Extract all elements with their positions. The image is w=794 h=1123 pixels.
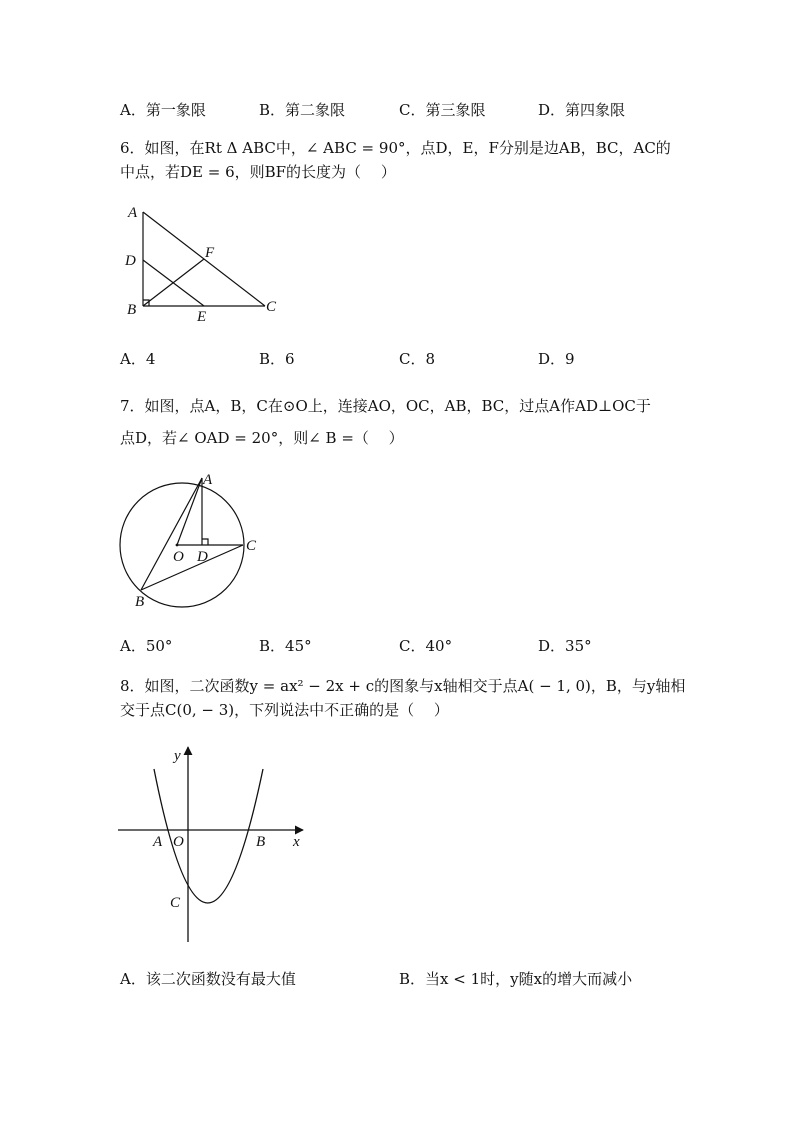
q7-circle-figure (112, 468, 272, 613)
q7-label-a: A (203, 472, 213, 488)
q7-option-c: C．40° (399, 637, 453, 655)
q6-label-a: A (128, 205, 138, 221)
q8-label-y: y (174, 748, 181, 764)
q6-stem-line1: 6．如图，在Rt Δ ABC中，∠ ABC = 90°，点D，E，F分别是边AB，BC，AC的 (120, 139, 671, 157)
q7-option-d: D．35° (538, 637, 592, 655)
q6-option-d: D．9 (538, 350, 575, 368)
q6-option-c: C．8 (399, 350, 436, 368)
q6-option-a: A．4 (120, 350, 156, 368)
q7-label-d: D (197, 549, 208, 565)
q5-option-c: C．第三象限 (399, 101, 486, 119)
q6-label-e: E (197, 309, 207, 325)
q7-label-c: C (246, 538, 257, 554)
q6-triangle-figure (118, 200, 298, 325)
q7-stem-line1: 7．如图，点A，B，C在⊙O上，连接AO，OC，AB，BC，过点A作AD⊥OC于 (120, 397, 651, 415)
q8-label-x: x (293, 834, 300, 850)
q8-label-a: A (153, 834, 163, 850)
q6-option-b: B．6 (259, 350, 295, 368)
q8-label-b: B (256, 834, 266, 850)
q6-stem-line2: 中点，若DE = 6，则BF的长度为（ ） (120, 163, 396, 181)
q8-stem-line1: 8．如图，二次函数y = ax² − 2x + c的图象与x轴相交于点A( − 1, 0)，B，与y轴相 (120, 677, 686, 695)
q6-label-f: F (205, 245, 215, 261)
q8-stem-line2: 交于点C(0, − 3)，下列说法中不正确的是（ ） (120, 701, 449, 719)
q8-label-c: C (170, 895, 181, 911)
q6-label-d: D (125, 253, 136, 269)
q5-option-d: D．第四象限 (538, 101, 626, 119)
q6-label-b: B (127, 302, 137, 318)
q7-option-b: B．45° (259, 637, 312, 655)
q8-parabola-figure (110, 740, 310, 950)
q5-option-a: A．第一象限 (120, 101, 206, 119)
q7-option-a: A．50° (120, 637, 173, 655)
q8-label-o: O (173, 834, 184, 850)
q6-label-c: C (266, 299, 277, 315)
q8-option-b: B．当x < 1时，y随x的增大而减小 (399, 970, 633, 988)
q7-stem-line2: 点D，若∠ OAD = 20°，则∠ B =（ ） (120, 429, 404, 447)
q7-label-o: O (173, 549, 184, 565)
q5-option-b: B．第二象限 (259, 101, 346, 119)
q8-option-a: A．该二次函数没有最大值 (120, 970, 296, 988)
q7-label-b: B (135, 594, 145, 610)
